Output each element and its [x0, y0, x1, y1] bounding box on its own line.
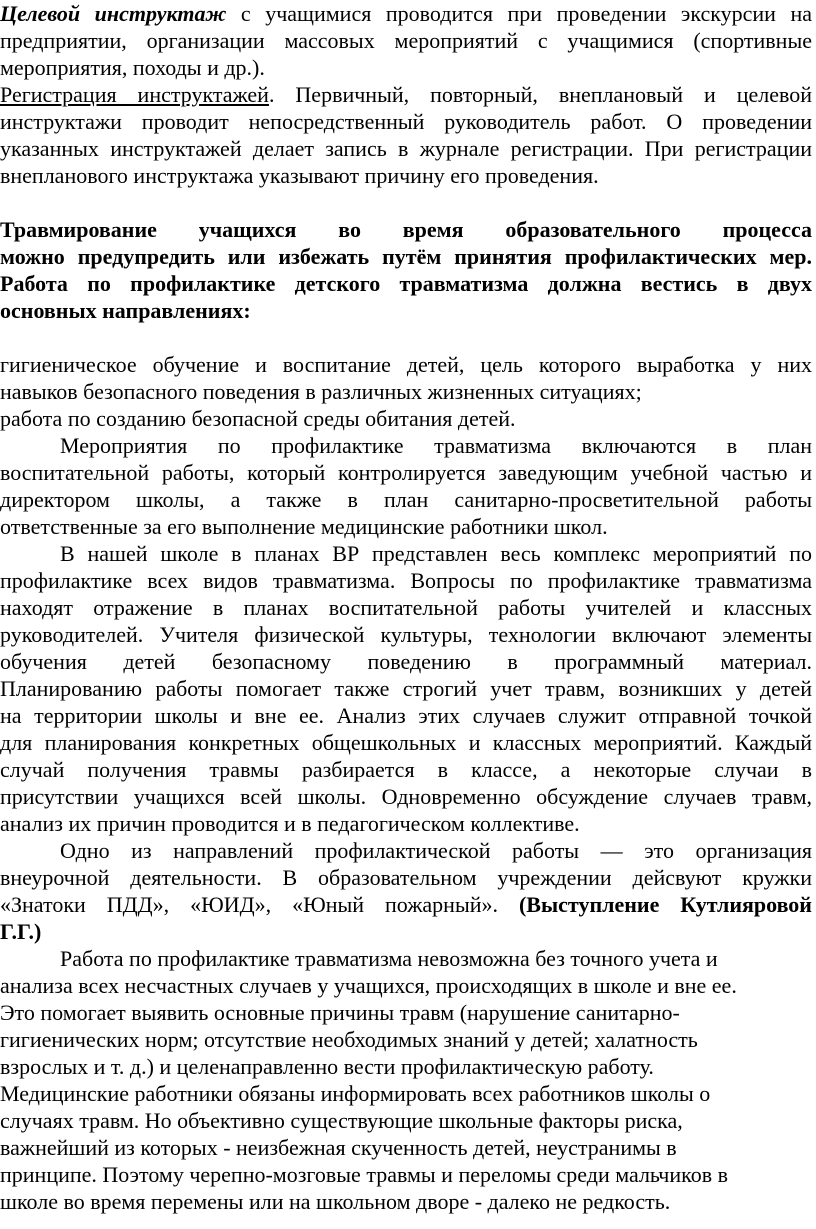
paragraph-line: присутствии учащихся всей школы. Одновременно обсуждение случаев травм,: [0, 784, 812, 809]
paragraph-line: Мероприятия по профилактике травматизма включаются в план: [60, 433, 812, 458]
paragraph-line: руководителей. Учителя физической культуры, технологии включают элементы: [0, 622, 812, 647]
text-line: внепланового инструктажа указывают причину его проведения.: [0, 163, 599, 188]
paragraph-line: В нашей школе в планах ВР представлен весь комплекс мероприятий по: [60, 541, 812, 566]
targeted-briefing-heading: Целевой инструктаж: [0, 1, 227, 26]
text-line: Целевой инструктаж с учащимися проводится при проведении экскурсии на: [0, 1, 812, 26]
paragraph-line: внеурочной деятельности. В образовательном учреждении дейсвуют кружки: [0, 865, 812, 890]
paragraph-line: взрослых и т. д.) и целенаправленно вести профилактическую работу.: [0, 1054, 654, 1079]
text-line: Регистрация инструктажей. Первичный, повторный, внеплановый и целевой: [0, 82, 812, 107]
paragraph-line: важнейший из которых - неизбежная скученность детей, неустранимы в: [0, 1135, 677, 1160]
paragraph-line: принципе. Поэтому черепно-мозговые травмы и переломы среди мальчиков в: [0, 1162, 728, 1187]
paragraph-line: анализ их причин проводится и в педагогическом коллективе.: [0, 811, 580, 836]
paragraph-line: ответственные за его выполнение медицинские работники школ.: [0, 514, 608, 539]
paragraph-line: воспитательной работы, который контролируется заведующим учебной частью и: [0, 460, 812, 485]
bold-line: основных направлениях:: [0, 298, 251, 323]
bold-line: Травмирование учащихся во время образовательного процесса: [0, 217, 812, 242]
paragraph-line: Работа по профилактике травматизма невозможна без точного учета и: [60, 946, 718, 971]
paragraph-line: профилактике всех видов травматизма. Вопросы по профилактике травматизма: [0, 568, 812, 593]
list-line: работа по созданию безопасной среды обитания детей.: [0, 406, 516, 431]
paragraph-line: на территории школы и вне ее. Анализ этих случаев служит отправной точкой: [0, 703, 812, 728]
speaker-note: Г.Г.): [0, 919, 42, 944]
bold-line: Работа по профилактике детского травматизма должна вестись в двух: [0, 271, 812, 296]
paragraph-line: анализа всех несчастных случаев у учащихся, происходящих в школе и вне ее.: [0, 973, 737, 998]
paragraph-line: находят отражение в планах воспитательной работы учителей и классных: [0, 595, 812, 620]
paragraph-line: Медицинские работники обязаны информировать всех работников школы о: [0, 1081, 711, 1106]
text-line: мероприятия, походы и др.).: [0, 55, 265, 80]
bold-line: можно предупредить или избежать путём принятия профилактических мер.: [0, 244, 812, 269]
paragraph-line: школе во время перемены или на школьном дворе - далеко не редкость.: [0, 1189, 671, 1214]
paragraph-line: гигиенических норм; отсутствие необходимых знаний у детей; халатность: [0, 1027, 698, 1052]
paragraph-line: случаях травм. Но объективно существующие школьные факторы риска,: [0, 1108, 683, 1133]
text-line: указанных инструктажей делает запись в журнале регистрации. При регистрации: [0, 136, 812, 161]
speaker-note: (Выступление Кутлияровой: [518, 892, 812, 917]
spacer: [0, 324, 812, 351]
paragraph-line: Планированию работы помогает также строгий учет травм, возникших у детей: [0, 676, 812, 701]
registration-heading: Регистрация инструктажей: [0, 82, 269, 107]
list-line: навыков безопасного поведения в различных жизненных ситуациях;: [0, 379, 642, 404]
text-line: инструктажи проводит непосредственный руководитель работ. О проведении: [0, 109, 812, 134]
list-line: гигиеническое обучение и воспитание детей, цель которого выработка у них: [0, 352, 812, 377]
paragraph-line: директором школы, а также в план санитарно-просветительной работы: [0, 487, 812, 512]
text-line: предприятии, организации массовых мероприятий с учащимися (спортивные: [0, 28, 812, 53]
spacer: [0, 189, 812, 216]
paragraph-line: Это помогает выявить основные причины травм (нарушение санитарно-: [0, 1000, 680, 1025]
paragraph-line: Одно из направлений профилактической работы — это организация: [60, 838, 812, 863]
paragraph-line: обучения детей безопасному поведению в программный материал.: [0, 649, 812, 674]
paragraph-line: «Знатоки ПДД», «ЮИД», «Юный пожарный». (Выступление Кутлияровой: [0, 892, 812, 917]
paragraph-line: для планирования конкретных общешкольных и классных мероприятий. Каждый: [0, 730, 812, 755]
paragraph-line: случай получения травмы разбирается в классе, а некоторые случаи в: [0, 757, 812, 782]
